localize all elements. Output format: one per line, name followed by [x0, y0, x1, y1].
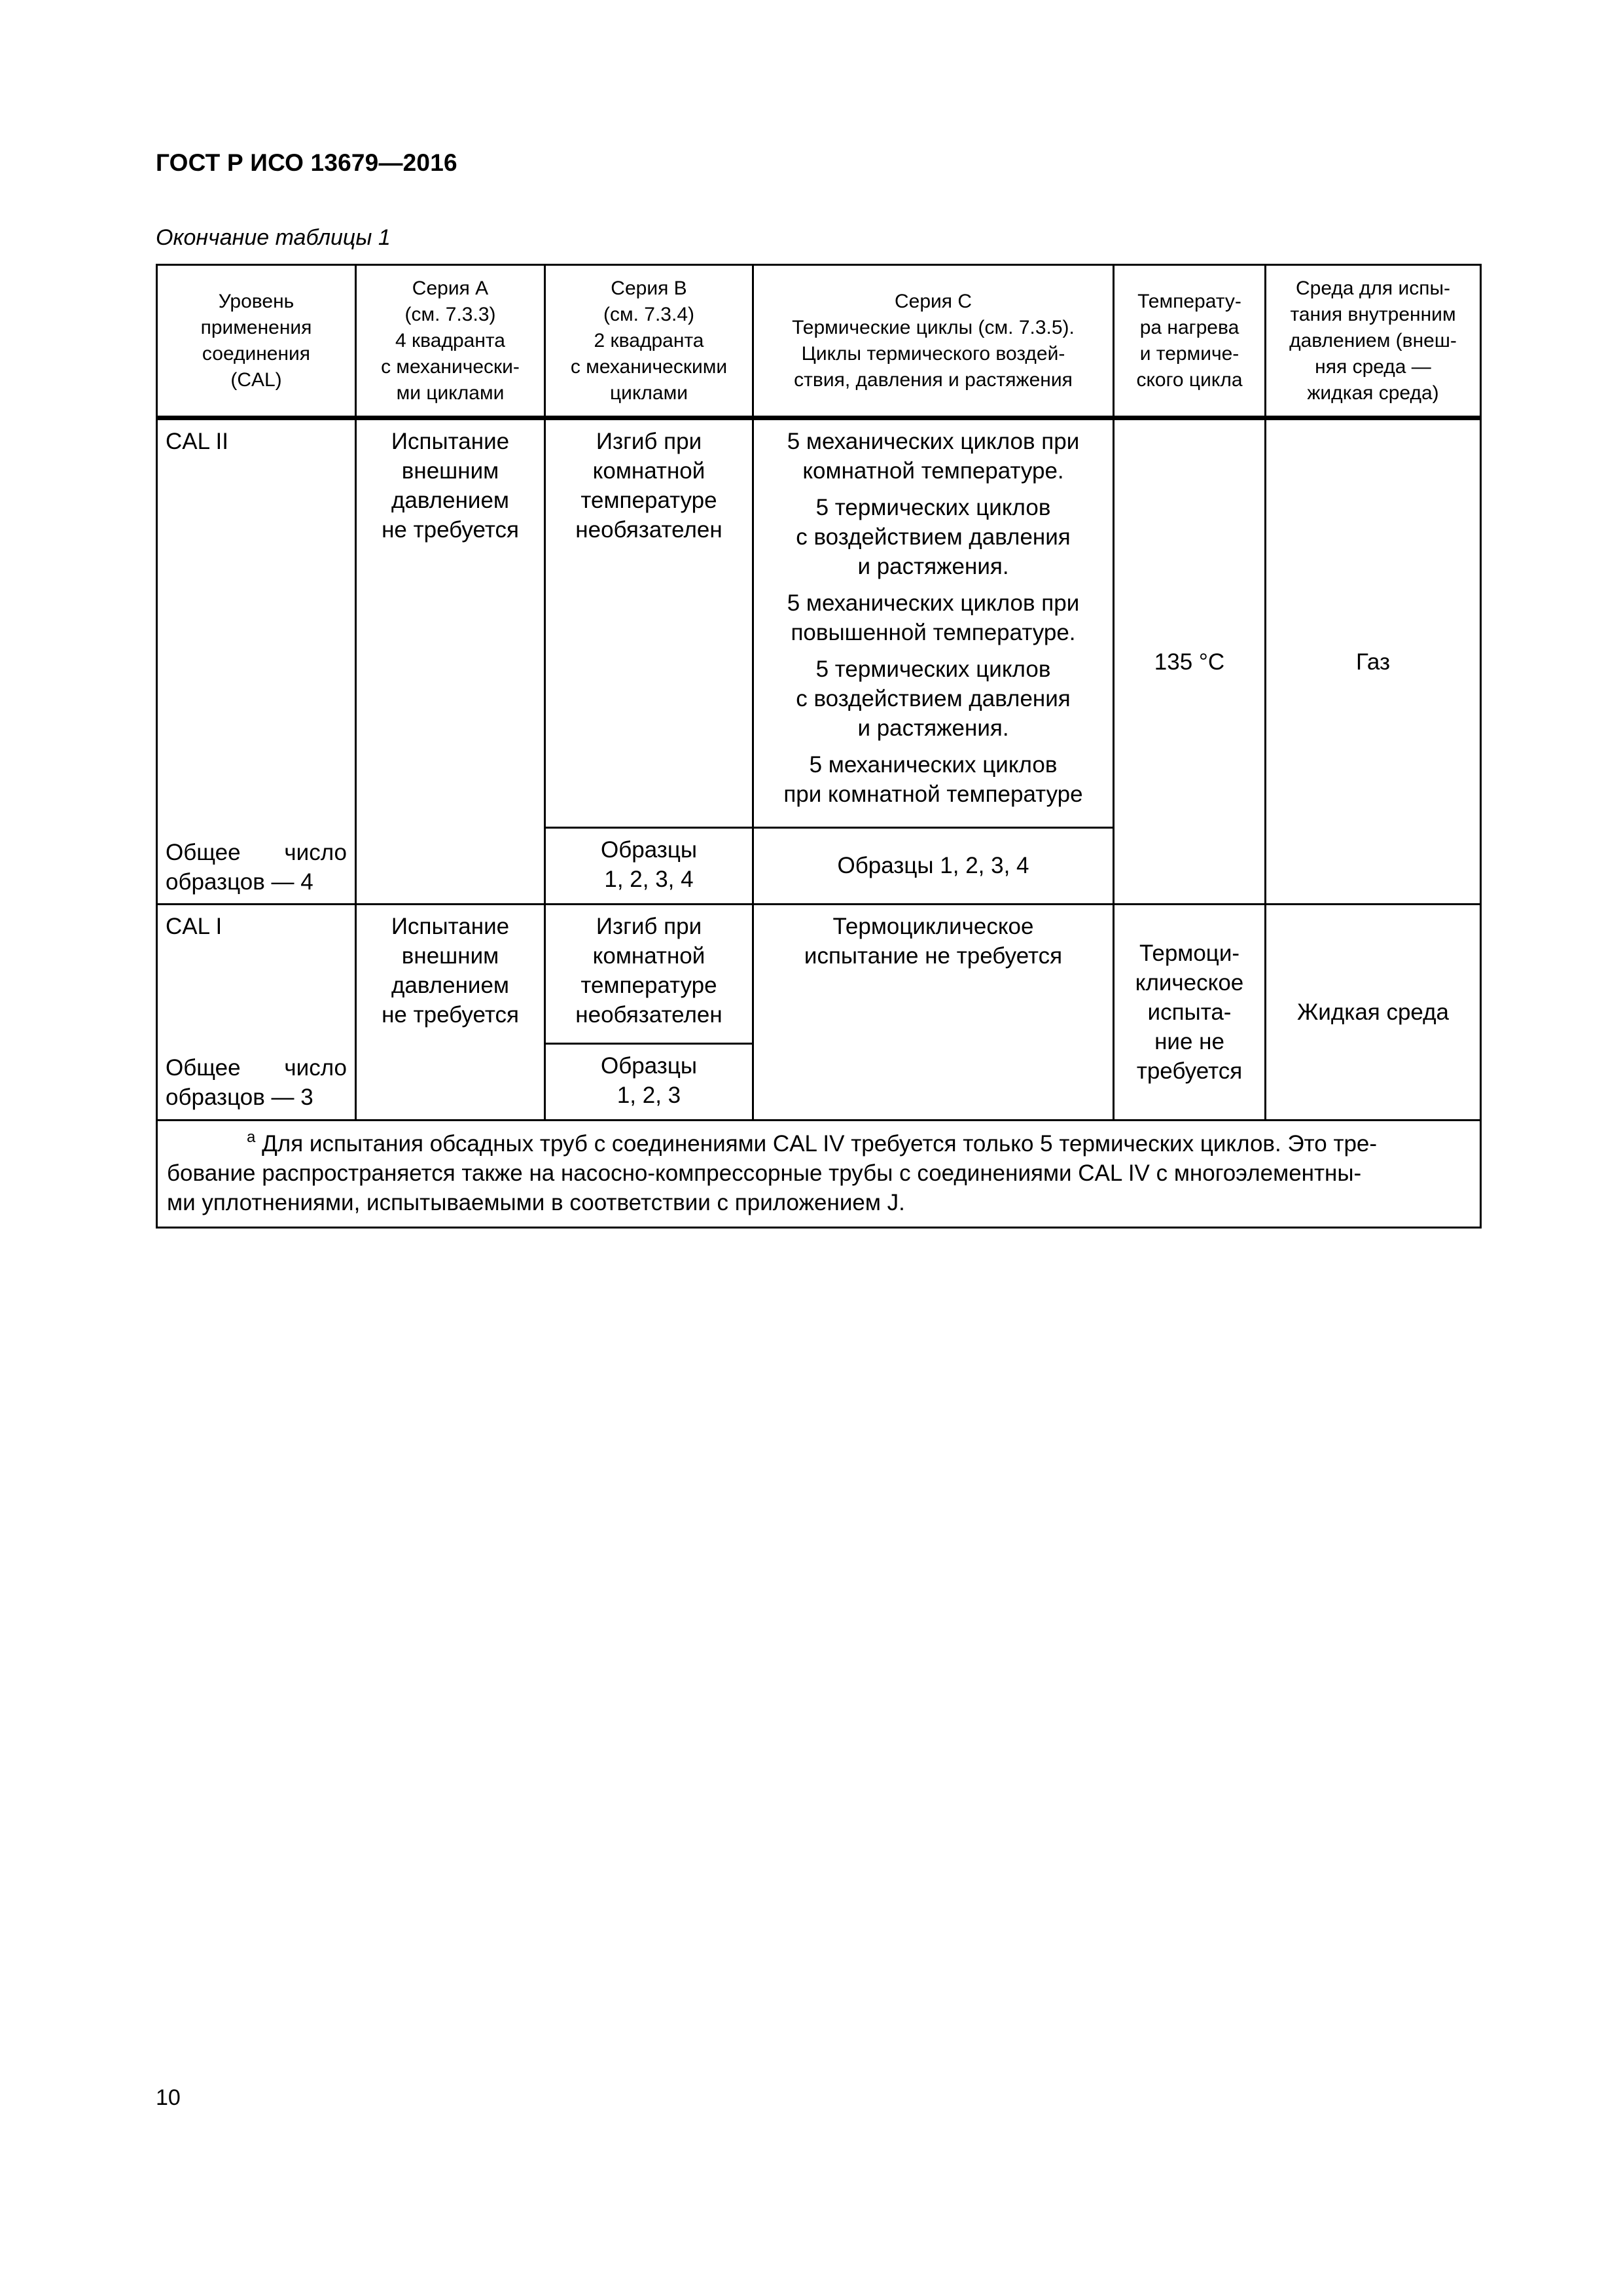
cal2-series-c: [753, 418, 1114, 828]
cal1-series-b-samples: Образцы 1, 2, 3: [545, 1044, 753, 1121]
page-number: 10: [156, 2085, 181, 2110]
header-temperature: Температу- ра нагрева и термиче- ского цикла: [1114, 265, 1266, 418]
cal2-series-c-step-1: 5 механических циклов при комнатной температуре.: [787, 429, 1080, 484]
cal2-series-c-step-4: 5 термических циклов с воздействием давления и растяжения.: [796, 656, 1071, 741]
footnote-marker: a: [247, 1128, 256, 1146]
cal2-series-c-step-3: 5 механических циклов при повышенной температуре.: [787, 590, 1080, 645]
cal2-series-a: Испытание внешним давлением не требуется: [356, 418, 545, 905]
cal1-temperature: Термоци- клическое испыта- ние не требуется: [1114, 905, 1266, 1121]
table-header-row: [157, 265, 1481, 418]
test-table: [156, 264, 1482, 1229]
cal1-total-samples: Общее число образцов — 3: [166, 1055, 347, 1110]
cal2-series-b-samples: Образцы 1, 2, 3, 4: [545, 827, 753, 904]
cal2-series-c-step-5: 5 механических циклов при комнатной температуре: [783, 752, 1083, 807]
table-row-cal1: [157, 905, 1481, 1044]
cal2-series-b: Изгиб при комнатной температуре необязателен: [545, 418, 753, 828]
cal1-series-b: Изгиб при комнатной температуре необязателен: [545, 905, 753, 1044]
cal1-level: CAL I: [166, 914, 223, 939]
header-series-a: Серия А (см. 7.3.3) 4 квадранта с механически- ми циклами: [356, 265, 545, 418]
document-title: ГОСТ Р ИСО 13679—2016: [156, 149, 457, 176]
cal1-series-a: Испытание внешним давлением не требуется: [356, 905, 545, 1121]
table-row-cal2: [157, 418, 1481, 828]
table-footnote-row: [157, 1121, 1481, 1228]
table-caption: Окончание таблицы 1: [156, 225, 391, 250]
cal2-level: CAL II: [166, 429, 228, 454]
cal2-series-c-step-2: 5 термических циклов с воздействием давления и растяжения.: [796, 495, 1071, 579]
cal2-series-c-samples: Образцы 1, 2, 3, 4: [753, 827, 1114, 904]
header-cal-level: Уровень применения соединения (CAL): [157, 265, 356, 418]
cal2-medium: Газ: [1266, 418, 1481, 905]
cal2-level-cell: [157, 418, 356, 905]
table-footnote: $^a$ Для испытания обсадных труб с соединениями CAL IV требуется только 5 термических циклов. Это тре- бование распространяется также на насосно-компрессорные трубы с соединениями CAL IV с многоэлементны- ми уплотнениями, испытываемыми в соответствии с приложением J.: [157, 1121, 1481, 1228]
cal1-level-cell: [157, 905, 356, 1121]
cal2-temperature: 135 °C: [1114, 418, 1266, 905]
header-series-b: Серия В (см. 7.3.4) 2 квадранта с механическими циклами: [545, 265, 753, 418]
cal1-series-c: Термоциклическое испытание не требуется: [753, 905, 1114, 1121]
cal2-total-samples: Общее число образцов — 4: [166, 840, 347, 895]
cal1-medium: Жидкая среда: [1266, 905, 1481, 1121]
header-series-c: Серия С Термические циклы (см. 7.3.5). Циклы термического воздей- ствия, давления и растяжения: [753, 265, 1114, 418]
header-test-medium: Среда для испы- тания внутренним давлением (внеш- няя среда — жидкая среда): [1266, 265, 1481, 418]
